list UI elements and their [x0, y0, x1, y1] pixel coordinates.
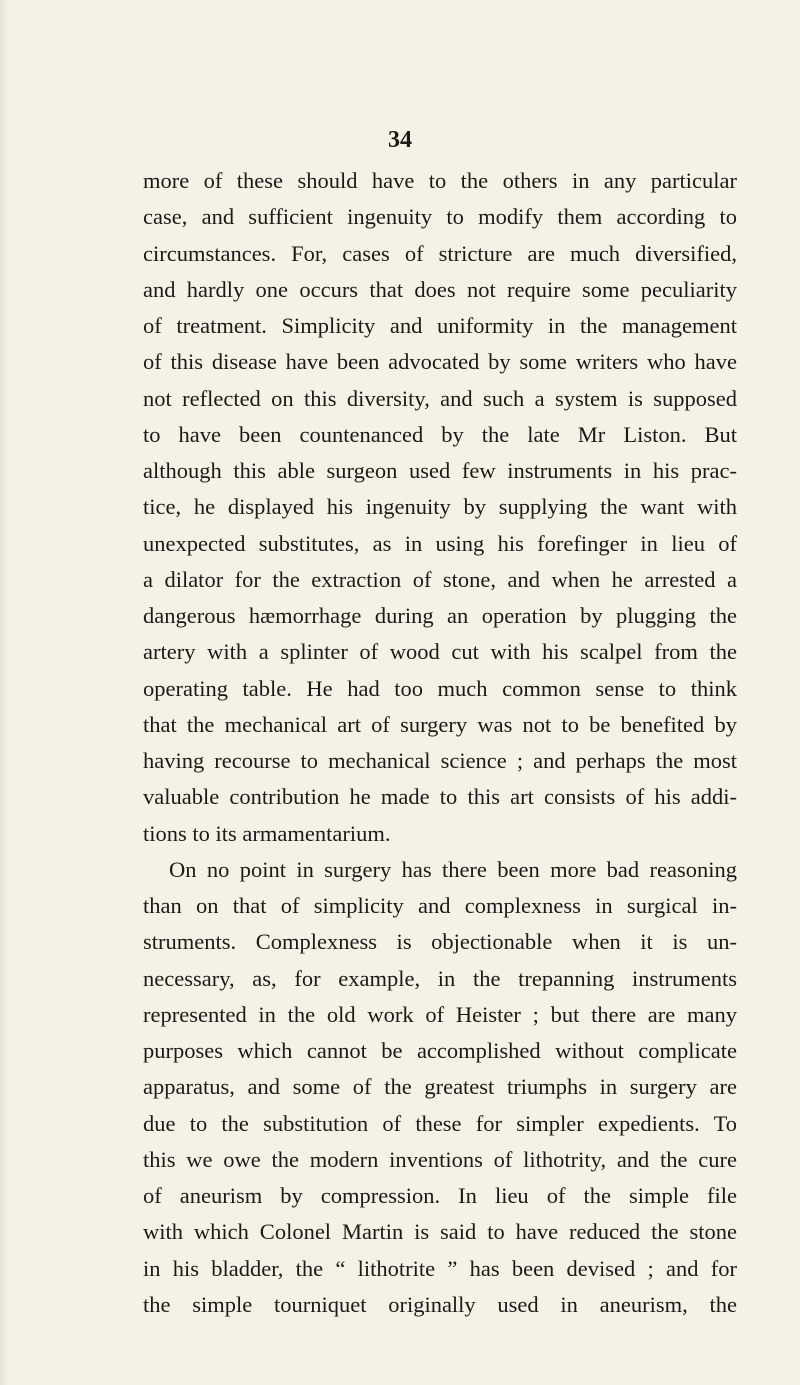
text-line: circumstances. For, cases of stricture are much diversified,	[143, 240, 737, 266]
text-line: operating table. He had too much common sense to think	[143, 675, 737, 701]
text-line: necessary, as, for example, in the trepanning instruments	[143, 965, 737, 991]
text-line: the simple tourniquet originally used in aneurism, the	[143, 1291, 737, 1317]
text-line: this we owe the modern inventions of lithotrity, and the cure	[143, 1146, 737, 1172]
text-line: tice, he displayed his ingenuity by supplying the want with	[143, 494, 737, 520]
paragraph-end-line: tions to its armamentarium.	[143, 820, 391, 846]
text-line: not reflected on this diversity, and such a system is supposed	[143, 385, 737, 411]
page-edge-shadow	[0, 0, 8, 1385]
text-line: unexpected substitutes, as in using his forefinger in lieu of	[143, 530, 737, 556]
text-line: purposes which cannot be accomplished without complicate	[143, 1038, 737, 1063]
text-line: artery with a splinter of wood cut with his scalpel from the	[143, 639, 737, 665]
body-text	[143, 163, 737, 1323]
text-line: of treatment. Simplicity and uniformity in the management	[143, 313, 737, 338]
text-line: a dilator for the extraction of stone, and when he arrested a	[143, 566, 737, 592]
text-line: struments. Complexness is objectionable when it is un-	[143, 929, 737, 955]
text-line: although this able surgeon used few instruments in his prac-	[143, 458, 737, 483]
text-line: valuable contribution he made to this art consists of his addi-	[143, 784, 737, 810]
text-line: to have been countenanced by the late Mr Liston. But	[143, 421, 737, 447]
text-line: due to the substitution of these for simpler expedients. To	[143, 1110, 737, 1136]
text-line: and hardly one occurs that does not require some peculiarity	[143, 276, 737, 302]
text-line: of this disease have been advocated by some writers who have	[143, 349, 737, 375]
text-line: case, and sufficient ingenuity to modify them according to	[143, 204, 737, 230]
page-number: 34	[388, 127, 412, 153]
text-line: that the mechanical art of surgery was not to be benefited by	[143, 711, 737, 737]
text-line: in his bladder, the “ lithotrite ” has been devised ; and for	[143, 1255, 737, 1281]
text-line: dangerous hæmorrhage during an operation by plugging the	[143, 603, 737, 628]
paragraph-start-line: On no point in surgery has there been more bad reasoning	[169, 856, 737, 882]
text-line: than on that of simplicity and complexness in surgical in-	[143, 893, 737, 918]
text-line: having recourse to mechanical science ; and perhaps the most	[143, 748, 737, 773]
text-line: apparatus, and some of the greatest triumphs in surgery are	[143, 1074, 737, 1100]
text-line: of aneurism by compression. In lieu of the simple file	[143, 1183, 737, 1208]
text-line: represented in the old work of Heister ; but there are many	[143, 1001, 737, 1027]
text-line: with which Colonel Martin is said to have reduced the stone	[143, 1219, 737, 1245]
text-line: more of these should have to the others in any particular	[143, 168, 737, 193]
